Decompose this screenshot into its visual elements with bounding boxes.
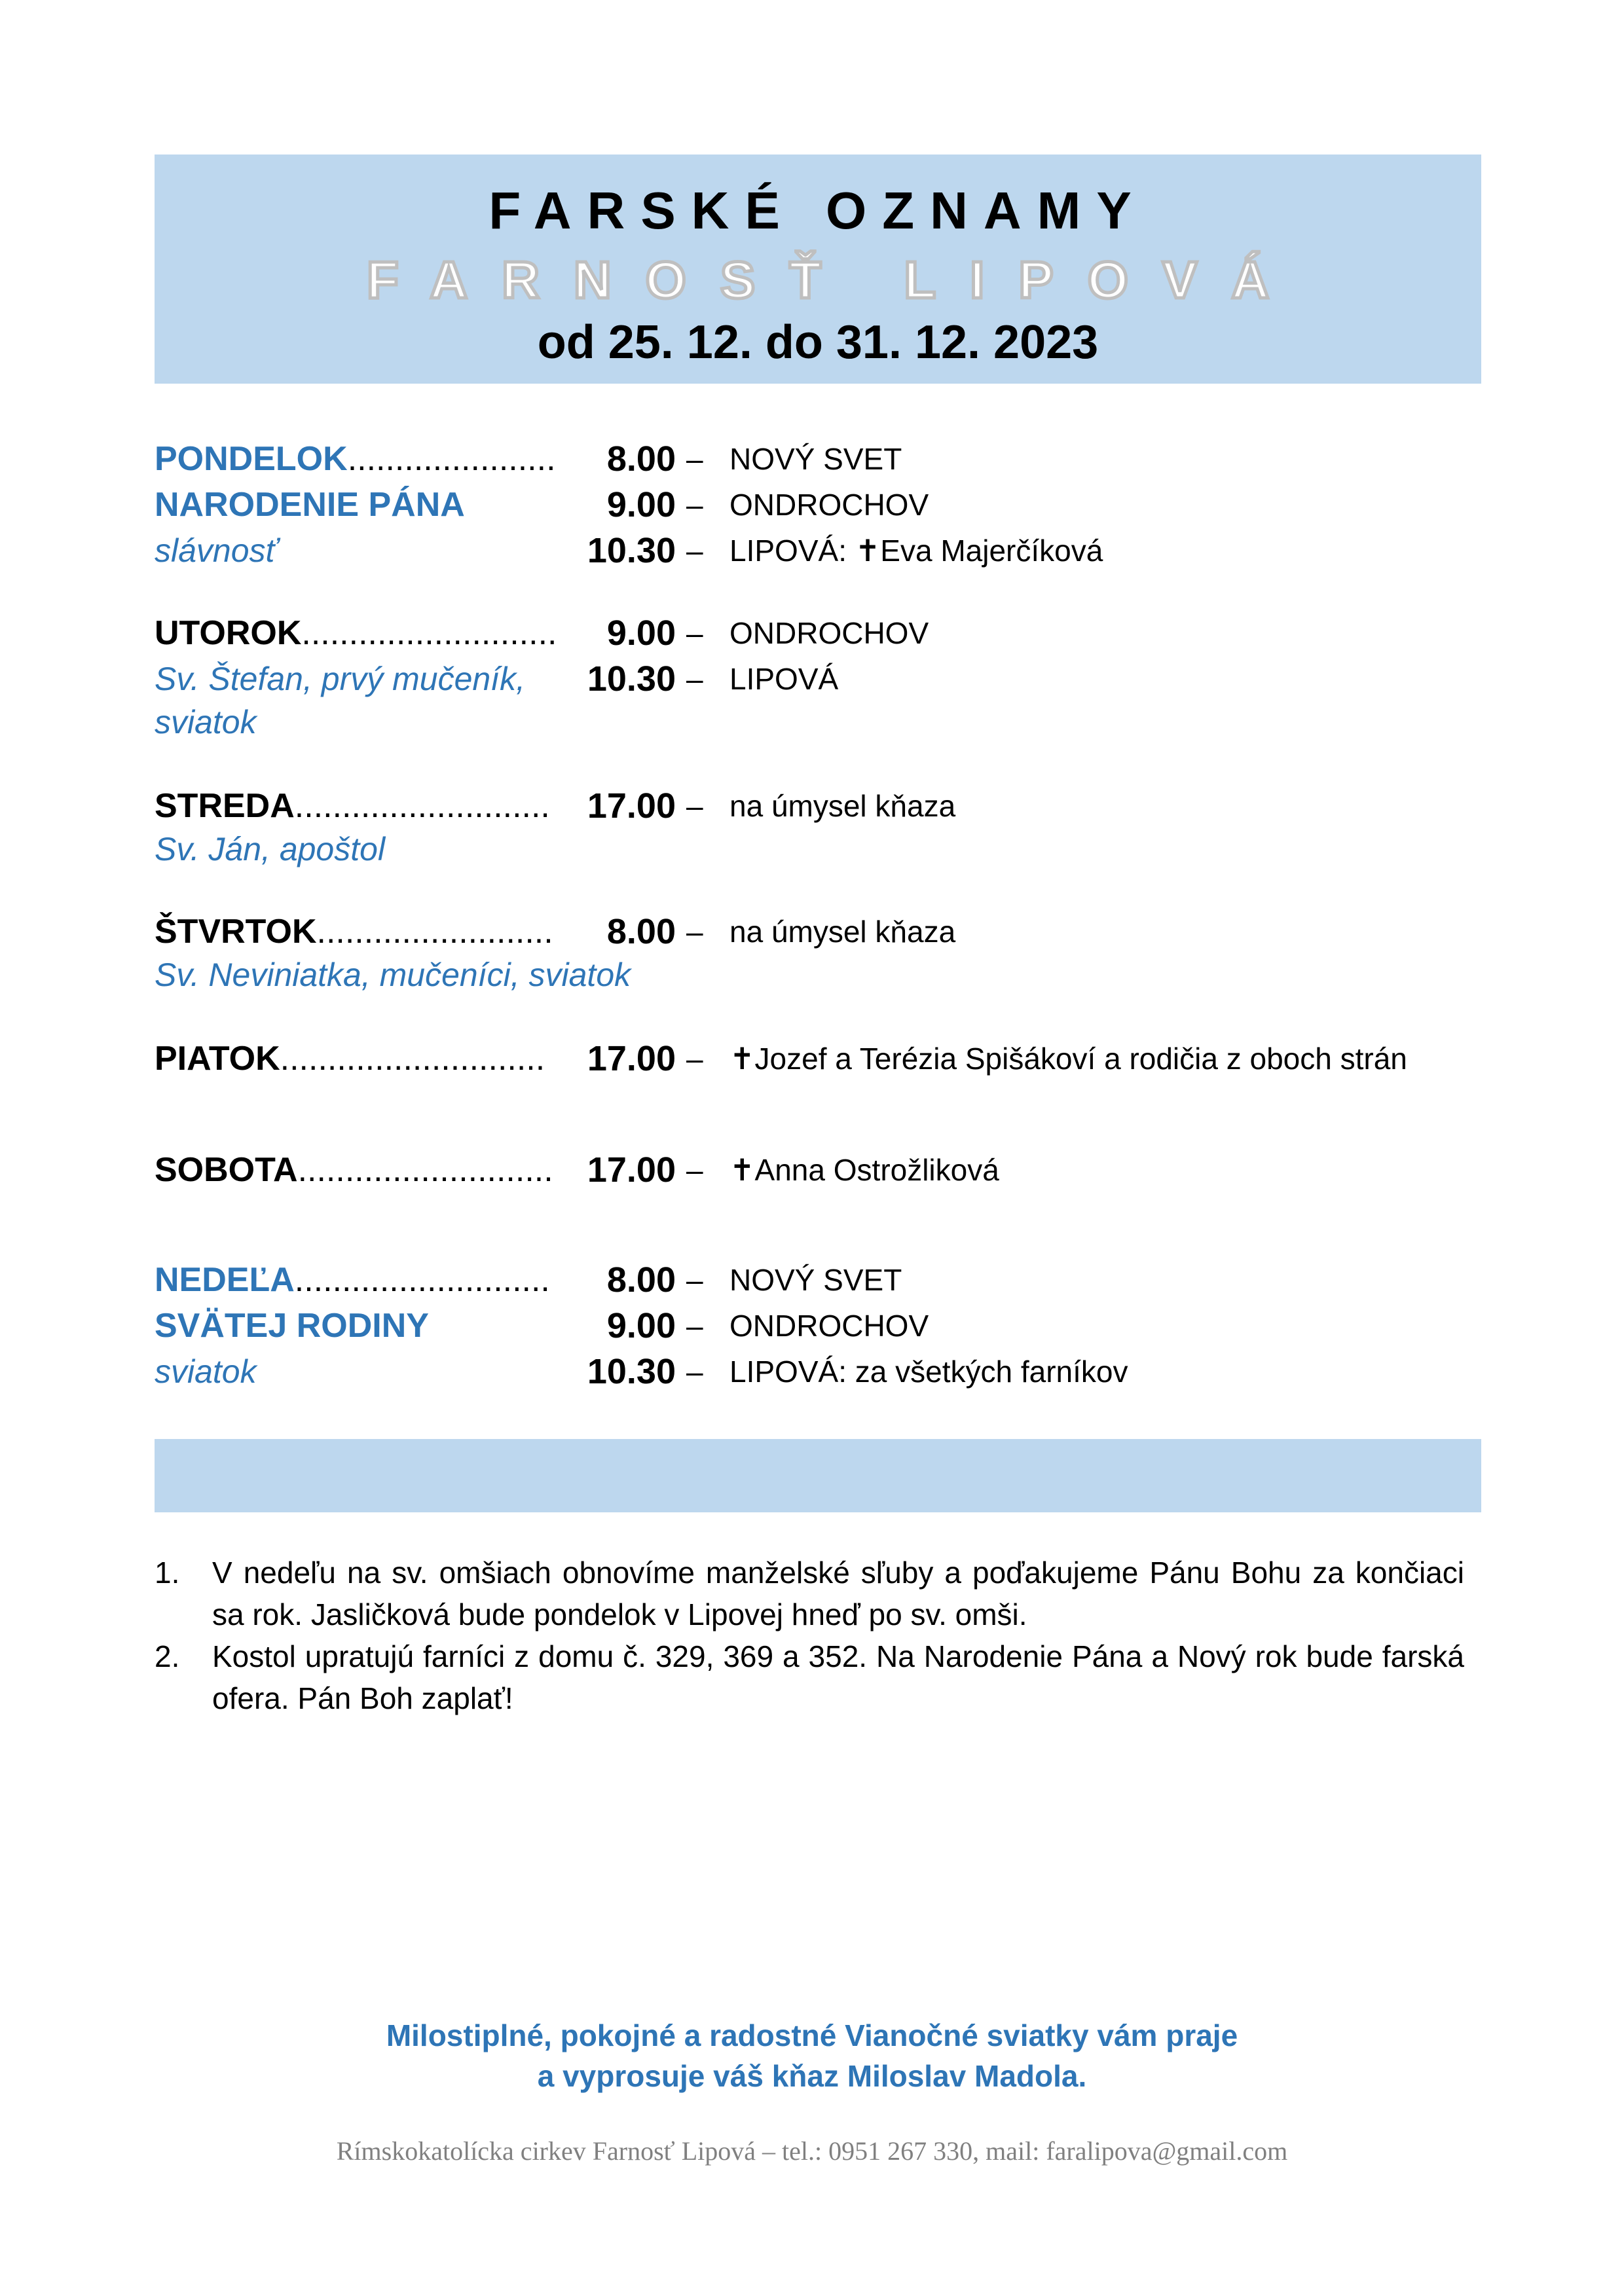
header-banner (155, 155, 1481, 384)
announcement-text: V nedeľu na sv. omšiach obnovíme manželské sľuby a poďakujeme Pánu Bohu za končiaci sa rok. Jasličková bude pondelok v Lipovej hneď po sv. omši. (212, 1556, 1464, 1631)
mass-intention: ONDROCHOV (729, 1309, 929, 1343)
dash: – (686, 1263, 703, 1297)
leader-dots: ............................ (280, 1040, 545, 1078)
feast-rank: sviatok (155, 1353, 257, 1390)
feast-rank: sviatok (155, 704, 257, 740)
dash: – (686, 1042, 703, 1076)
mass-intention: ✝Jozef a Terézia Spišákoví a rodičia z oboch strán (729, 1042, 1407, 1076)
mass-intention: ONDROCHOV (729, 616, 929, 650)
feast-name: NARODENIE PÁNA (155, 486, 465, 524)
dash: – (686, 789, 703, 823)
saint-name: Sv. Štefan, prvý mučeník, (155, 661, 525, 697)
dash: – (686, 1309, 703, 1343)
mass-time: 9.00 (606, 613, 676, 653)
dash: – (686, 1153, 703, 1187)
leader-dots: ...................... (347, 440, 556, 478)
mass-intention: ✝Anna Ostrožliková (729, 1153, 999, 1187)
mass-time: 8.00 (606, 1260, 676, 1300)
mass-intention: NOVÝ SVET (729, 442, 902, 476)
mass-intention: na úmysel kňaza (729, 915, 956, 949)
dash: – (686, 488, 703, 522)
announcement-number: 1. (155, 1556, 180, 1590)
dash: – (686, 534, 703, 568)
dash: – (686, 662, 703, 696)
announcement-text: Kostol upratujú farníci z domu č. 329, 369 a 352. Na Narodenie Pána a Nový rok bude farská ofera. Pán Boh zaplať! (212, 1639, 1464, 1715)
day-name: ŠTVRTOK (155, 913, 317, 951)
mass-time: 8.00 (606, 439, 676, 479)
day-name: STREDA (155, 787, 295, 825)
mass-time: 17.00 (587, 1039, 676, 1078)
day-name: PIATOK (155, 1040, 280, 1078)
day-name: SOBOTA (155, 1151, 298, 1189)
christmas-wish-line-1: Milostiplné, pokojné a radostné Vianočné sviatky vám praje (386, 2018, 1238, 2052)
feast-name: SVÄTEJ RODINY (155, 1307, 429, 1345)
mass-time: 10.30 (587, 531, 676, 570)
footer-contact: Rímskokatolícka cirkev Farnosť Lipová – tel.: 0951 267 330, mail: faralipova@gmail.com (336, 2136, 1288, 2166)
divider-bar (155, 1439, 1481, 1512)
parish-name: FARNOSŤ LIPOVÁ (366, 251, 1304, 309)
dash: – (686, 442, 703, 476)
announcement-number: 2. (155, 1639, 180, 1673)
leader-dots: ........................... (301, 614, 557, 652)
mass-intention: LIPOVÁ (729, 662, 839, 696)
mass-time: 17.00 (587, 786, 676, 826)
mass-intention: LIPOVÁ: ✝Eva Majerčíková (729, 534, 1103, 568)
leader-dots: ........................... (297, 1151, 553, 1189)
feast-rank: slávnosť (155, 532, 278, 569)
day-name: NEDEĽA (155, 1261, 295, 1299)
mass-time: 10.30 (587, 1352, 676, 1391)
mass-time: 9.00 (606, 485, 676, 524)
day-name: UTOROK (155, 614, 302, 652)
saint-name: Sv. Ján, apoštol (155, 831, 386, 867)
announcement-item (155, 1635, 1464, 1719)
mass-intention: LIPOVÁ: za všetkých farníkov (729, 1355, 1128, 1389)
mass-time: 10.30 (587, 659, 676, 699)
leader-dots: ........................... (294, 1261, 550, 1299)
leader-dots: ........................... (294, 787, 550, 825)
announcement-item (155, 1552, 1464, 1635)
mass-time: 9.00 (606, 1306, 676, 1345)
dash: – (686, 1355, 703, 1389)
mass-intention: na úmysel kňaza (729, 789, 956, 823)
day-name: PONDELOK (155, 440, 348, 478)
christmas-wish-line-2: a vyprosuje váš kňaz Miloslav Madola. (537, 2059, 1087, 2093)
dash: – (686, 915, 703, 949)
leader-dots: ......................... (316, 913, 553, 951)
dash: – (686, 616, 703, 650)
page-title: FARSKÉ OZNAMY (489, 181, 1147, 240)
mass-time: 17.00 (587, 1150, 676, 1190)
mass-intention: NOVÝ SVET (729, 1263, 902, 1297)
date-range: od 25. 12. do 31. 12. 2023 (537, 316, 1099, 369)
mass-intention: ONDROCHOV (729, 488, 929, 522)
mass-time: 8.00 (606, 912, 676, 951)
saint-name: Sv. Neviniatka, mučeníci, sviatok (155, 957, 631, 993)
